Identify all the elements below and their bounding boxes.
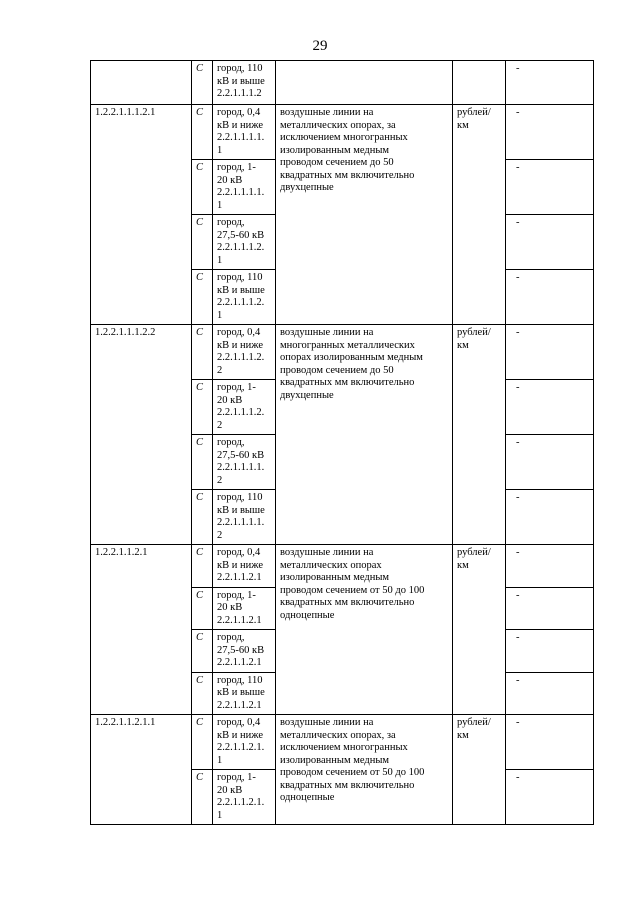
place-cell	[213, 435, 276, 490]
table-row	[91, 61, 594, 105]
place-line: город,	[217, 632, 245, 643]
description-line: одноцепные	[280, 792, 335, 803]
value-cell: -	[506, 630, 594, 673]
place-line: кВ и выше	[217, 284, 265, 296]
tariff-table	[90, 60, 594, 825]
place-cell	[213, 380, 276, 435]
place-line: 2.2.1.1.1.2.	[217, 352, 265, 363]
unit-cell	[453, 545, 506, 715]
unit-line: рублей/	[457, 107, 491, 118]
description-line: воздушные линии на	[280, 717, 374, 728]
place-cell	[213, 672, 276, 715]
description-cell	[276, 545, 453, 715]
place-line: город, 1-	[217, 162, 256, 173]
place-line: город, 0,4	[217, 107, 261, 118]
value-cell: -	[506, 490, 594, 545]
type-cell: С	[192, 105, 213, 160]
place-line: 2.2.1.1.1.1.	[217, 462, 265, 473]
type-cell: С	[192, 630, 213, 673]
table-row	[91, 325, 594, 380]
unit-cell	[453, 61, 506, 105]
code-cell: 1.2.2.1.1.2.1	[91, 545, 192, 715]
code-cell: 1.2.2.1.1.2.1.1	[91, 715, 192, 825]
description-line: проводом сечением до 50	[280, 364, 394, 376]
place-line: 2.2.1.1.1.2.	[217, 242, 265, 253]
value-cell: -	[506, 672, 594, 715]
place-cell	[213, 105, 276, 160]
place-line: 2.2.1.1.2.1.	[217, 742, 265, 753]
place-cell	[213, 587, 276, 630]
place-cell	[213, 61, 276, 105]
value-cell: -	[506, 380, 594, 435]
description-line: изолированным медным	[280, 144, 390, 156]
type-cell: С	[192, 435, 213, 490]
value-cell: -	[506, 270, 594, 325]
place-line: кВ и ниже	[217, 339, 263, 351]
value-cell: -	[506, 435, 594, 490]
place-line: кВ и ниже	[217, 559, 263, 571]
place-line: 2	[217, 364, 223, 376]
place-line: 1	[217, 199, 223, 211]
description-line: проводом сечением от 50 до 100	[280, 584, 425, 596]
place-line: 2.2.1.1.1.1.	[217, 187, 265, 198]
unit-line: км	[457, 339, 469, 351]
type-cell: С	[192, 715, 213, 770]
place-line: город, 110	[217, 63, 263, 74]
place-cell	[213, 770, 276, 825]
description-cell	[276, 105, 453, 325]
type-cell: С	[192, 160, 213, 215]
description-line: квадратных мм включительно	[280, 169, 415, 181]
unit-line: км	[457, 559, 469, 571]
type-cell: С	[192, 270, 213, 325]
place-line: 2.2.1.1.1.2	[217, 88, 262, 99]
place-line: 20 кВ	[217, 784, 243, 796]
place-line: 2.2.1.1.2.1	[217, 699, 262, 711]
description-line: металлических опорах	[280, 559, 382, 571]
description-line: двухцепные	[280, 182, 334, 193]
unit-cell	[453, 325, 506, 545]
unit-line: км	[457, 729, 469, 741]
description-line: металлических опорах, за	[280, 729, 396, 741]
description-line: проводом сечением от 50 до 100	[280, 767, 425, 778]
table-row	[91, 545, 594, 588]
place-cell	[213, 160, 276, 215]
type-cell: С	[192, 490, 213, 545]
description-line: воздушные линии на	[280, 327, 374, 338]
value-cell: -	[506, 325, 594, 380]
place-line: 2	[217, 474, 223, 486]
table-row	[91, 715, 594, 770]
type-cell: С	[192, 770, 213, 825]
place-line: 1	[217, 144, 223, 156]
table-row	[91, 105, 594, 160]
place-line: 1	[217, 809, 223, 821]
description-line: исключением многогранных	[280, 742, 408, 753]
unit-cell	[453, 105, 506, 325]
description-line: одноцепные	[280, 609, 335, 621]
page-number: 29	[312, 38, 328, 54]
place-line: 20 кВ	[217, 394, 243, 406]
description-line: изолированным медным	[280, 754, 390, 766]
place-cell	[213, 490, 276, 545]
place-line: 2.2.1.1.1.2.	[217, 407, 265, 418]
type-cell: С	[192, 325, 213, 380]
place-line: кВ и ниже	[217, 729, 263, 741]
value-cell: -	[506, 215, 594, 270]
place-line: 2.2.1.1.2.1.	[217, 797, 265, 808]
place-line: кВ и выше	[217, 687, 265, 698]
place-line: город, 0,4	[217, 547, 261, 558]
place-cell	[213, 215, 276, 270]
value-cell: -	[506, 160, 594, 215]
place-line: 2	[217, 419, 223, 431]
description-cell	[276, 715, 453, 825]
place-line: город, 0,4	[217, 327, 261, 338]
unit-line: рублей/	[457, 327, 491, 338]
value-cell: -	[506, 587, 594, 630]
place-line: город,	[217, 217, 245, 228]
place-cell	[213, 270, 276, 325]
place-line: город, 110	[217, 674, 263, 686]
type-cell: С	[192, 215, 213, 270]
description-line: исключением многогранных	[280, 132, 408, 143]
description-line: воздушные линии на	[280, 547, 374, 558]
place-cell	[213, 630, 276, 673]
type-cell: С	[192, 672, 213, 715]
description-line: квадратных мм включительно	[280, 779, 415, 791]
place-line: 20 кВ	[217, 602, 243, 613]
place-line: 27,5-60 кВ	[217, 229, 265, 241]
place-line: город, 0,4	[217, 717, 261, 728]
place-line: город, 110	[217, 492, 263, 503]
code-cell: 1.2.2.1.1.1.2.2	[91, 325, 192, 545]
value-cell: -	[506, 715, 594, 770]
code-cell: 1.2.2.1.1.1.2.1	[91, 105, 192, 325]
unit-cell	[453, 715, 506, 825]
place-line: кВ и выше	[217, 504, 265, 516]
type-cell: С	[192, 587, 213, 630]
place-line: 27,5-60 кВ	[217, 449, 265, 461]
value-cell: -	[506, 105, 594, 160]
description-line: изолированным медным	[280, 572, 390, 583]
description-cell	[276, 325, 453, 545]
description-line: двухцепные	[280, 389, 334, 401]
place-line: 1	[217, 754, 223, 766]
place-line: город, 1-	[217, 589, 256, 601]
place-line: кВ и выше	[217, 75, 265, 87]
type-cell: С	[192, 380, 213, 435]
value-cell: -	[506, 61, 594, 105]
place-line: 1	[217, 254, 223, 266]
place-line: 2.2.1.1.2.1	[217, 572, 262, 583]
description-line: воздушные линии на	[280, 107, 374, 118]
place-line: город, 1-	[217, 772, 256, 783]
code-cell	[91, 61, 192, 105]
description-line: металлических опорах, за	[280, 119, 396, 131]
unit-line: рублей/	[457, 547, 491, 558]
unit-line: км	[457, 119, 469, 131]
place-cell	[213, 545, 276, 588]
description-line: опорах изолированным медным	[280, 352, 423, 363]
description-line: многогранных металлических	[280, 339, 415, 351]
place-line: город, 110	[217, 272, 263, 283]
place-line: 2.2.1.1.1.2.	[217, 297, 265, 308]
type-cell: С	[192, 545, 213, 588]
unit-line: рублей/	[457, 717, 491, 728]
place-line: город,	[217, 437, 245, 448]
description-line: проводом сечением до 50	[280, 157, 394, 168]
description-cell	[276, 61, 453, 105]
place-line: 20 кВ	[217, 174, 243, 186]
description-line: квадратных мм включительно	[280, 597, 415, 608]
value-cell: -	[506, 545, 594, 588]
place-cell	[213, 325, 276, 380]
place-line: 2.2.1.1.1.1.	[217, 517, 265, 528]
place-line: город, 1-	[217, 382, 256, 393]
type-cell: С	[192, 61, 213, 105]
place-line: кВ и ниже	[217, 119, 263, 131]
place-line: 2.2.1.1.1.1.	[217, 132, 265, 143]
place-cell	[213, 715, 276, 770]
place-line: 2	[217, 529, 223, 541]
place-line: 27,5-60 кВ	[217, 644, 265, 656]
value-cell: -	[506, 770, 594, 825]
place-line: 1	[217, 309, 223, 321]
description-line: квадратных мм включительно	[280, 377, 415, 388]
place-line: 2.2.1.1.2.1	[217, 614, 262, 626]
place-line: 2.2.1.1.2.1	[217, 657, 262, 668]
